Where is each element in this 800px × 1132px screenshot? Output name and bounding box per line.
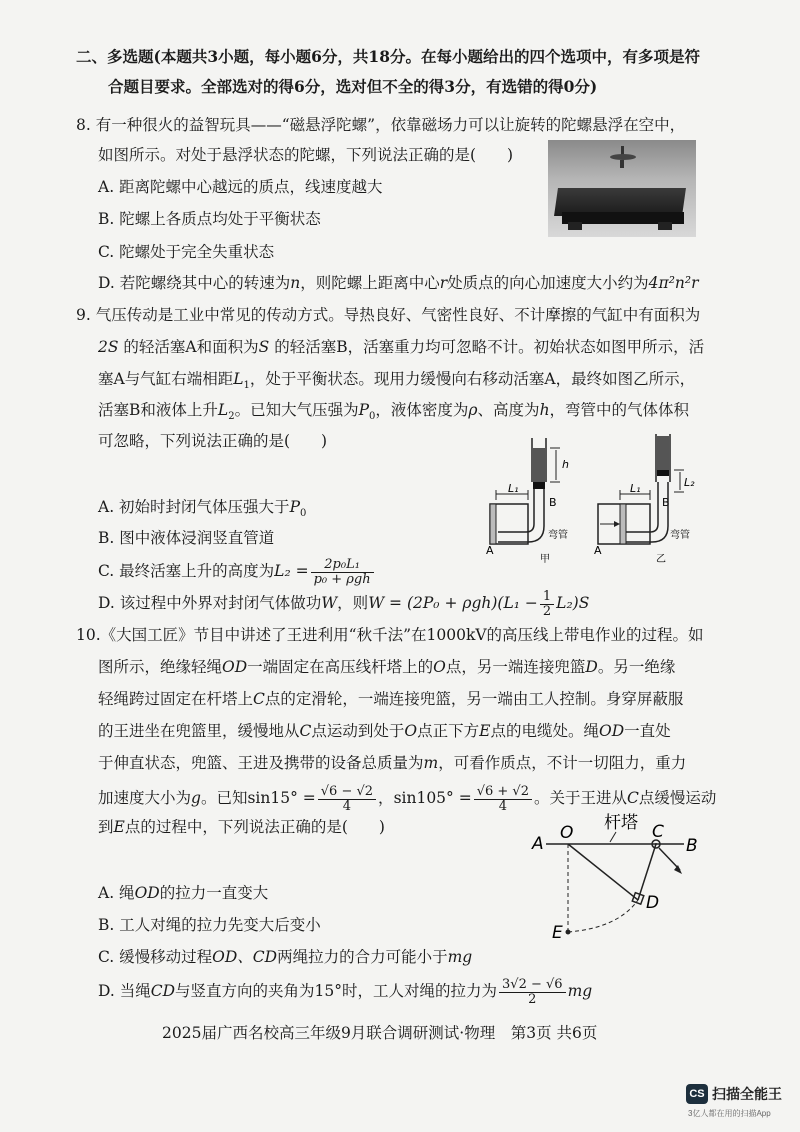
label-B: B — [686, 836, 698, 856]
q9-option-d: D. 该过程中外界对封闭气体做功W，则W = (2P₀ + ρgh)(L₁ − $\frac{1}{2}$ L₂)S — [98, 588, 590, 619]
q10-option-c: C. 缓慢移动过程OD、CD两绳拉力的合力可能小于mg — [98, 948, 473, 966]
label-h: h — [562, 458, 569, 471]
label-E: E — [552, 923, 563, 943]
caption-jia: 甲 — [540, 554, 550, 564]
question-number: 8. — [76, 116, 91, 134]
q9-stem-line3: 塞A与气缸右端相距$L_1$，处于平衡状态。现用力缓慢向右移动活塞A，最终如图乙所示， — [98, 370, 696, 392]
q9-option-c: C. 最终活塞上升的高度为L₂ = $\frac{\text{2p₀L₁}}{\text{p₀ + ρgh}}$ — [98, 556, 376, 587]
q10-stem-line3: 轻绳跨过固定在杆塔上C点的定滑轮，一端连接兜篮，另一端由工人控制。身穿屏蔽服 — [98, 690, 684, 708]
label-D: D — [646, 893, 660, 913]
figure-yi — [594, 434, 695, 564]
watermark-brand: 扫描全能王 — [712, 1086, 782, 1102]
label-bend-jia: 弯管 — [548, 530, 568, 541]
label-bend-yi: 弯管 — [670, 530, 690, 541]
q10-stem-line2: 图所示，绝缘轻绳OD一端固定在高压线杆塔上的O点，另一端连接兜篮D。另一绝缘 — [98, 658, 676, 676]
question-number: 10. — [76, 626, 101, 644]
label-B-jia: B — [549, 496, 557, 509]
label-L1-jia: L₁ — [508, 482, 519, 495]
caption-yi: 乙 — [656, 554, 666, 564]
q8-option-b: B. 陀螺上各质点均处于平衡状态 — [98, 210, 321, 228]
section-header-line2: 合题目要求。全部选对的得6分，选对但不全的得3分，有选错的得0分) — [108, 77, 598, 96]
q10-stem-line4: 的王进坐在兜篮里，缓慢地从C点运动到处于O点正下方E点的电缆处。绳OD一直处 — [98, 722, 671, 740]
watermark-subtitle: 3亿人都在用的扫描App — [688, 1109, 771, 1118]
q10-stem-line1: 10.《大国工匠》节目中讲述了王进利用“秋千法”在1000kV的高压线上带电作业的过程。如 — [76, 626, 704, 644]
q10-option-b: B. 工人对绳的拉力先变大后变小 — [98, 916, 321, 934]
section-header-line1: 二、多选题(本题共3小题，每小题6分，共18分。在每小题给出的四个选项中，有多项是符 — [76, 47, 700, 66]
camscanner-logo-icon: CS — [686, 1084, 708, 1104]
q9-stem-line4: 活塞B和液体上升$L_2$。已知大气压强为$P_0$，液体密度为ρ、高度为h，弯管中的气体体积 — [98, 401, 690, 423]
page-footer: 2025届广西名校高三年级9月联合调研测试·物理 第3页 共6页 — [162, 1024, 598, 1042]
label-A: A — [532, 834, 544, 854]
maglev-top-photo — [548, 140, 696, 237]
figure-jia — [486, 438, 569, 564]
q9-stem-line2: 2S 的轻活塞A和面积为S 的轻活塞B，活塞重力均可忽略不计。初始状态如图甲所示，活 — [98, 338, 705, 356]
question-number: 9. — [76, 306, 91, 324]
q10-option-a: A. 绳OD的拉力一直变大 — [98, 884, 269, 902]
label-L1-yi: L₁ — [630, 482, 641, 495]
q8-stem-line1: 8. 有一种很火的益智玩具——“磁悬浮陀螺”，依靠磁场力可以让旋转的陀螺悬浮在空中， — [76, 116, 686, 134]
label-C: C — [652, 822, 664, 842]
label-O: O — [560, 823, 574, 843]
label-L2: L₂ — [684, 476, 695, 489]
q10-stem-line7: 到E点的过程中，下列说法正确的是( ) — [98, 818, 385, 836]
q9-stem-line1: 9. 气压传动是工业中常见的传动方式。导热良好、气密性良好、不计摩擦的气缸中有面积为 — [76, 306, 701, 324]
q10-stem-line5: 于伸直状态，兜篮、王进及携带的设备总质量为m，可看作质点，不计一切阻力，重力 — [98, 754, 687, 772]
q8-stem-line2: 如图所示。对处于悬浮状态的陀螺，下列说法正确的是( ) — [98, 146, 514, 164]
label-A-yi: A — [594, 544, 602, 557]
q10-option-d: D. 当绳CD与竖直方向的夹角为15°时，工人对绳的拉力为 $\frac{3√2 - √6}{2}$ mg — [98, 976, 593, 1007]
label-A-jia: A — [486, 544, 494, 557]
label-tower: 杆塔 — [604, 813, 638, 833]
q9-cylinder-figures — [478, 434, 700, 564]
q8-option-d: D. 若陀螺绕其中心的转速为n，则陀螺上距离中心r处质点的向心加速度大小约为4π²n²r — [98, 274, 699, 292]
q9-option-a: A. 初始时封闭气体压强大于$P_0$ — [98, 498, 307, 520]
label-B-yi: B — [662, 496, 670, 509]
q8-option-c: C. 陀螺处于完全失重状态 — [98, 243, 275, 261]
q10-stem-line6: 加速度大小为g。已知sin15° = $\frac{√6 - √2}{4}$ ，sin105° = $\frac{√6 + √2}{4}$ 。关于王进从C点缓慢运动 — [98, 783, 717, 814]
q10-tower-figure — [528, 808, 728, 948]
q9-option-b: B. 图中液体浸润竖直管道 — [98, 529, 275, 547]
q9-stem-line5: 可忽略，下列说法正确的是( ) — [98, 432, 328, 450]
q8-option-a: A. 距离陀螺中心越远的质点，线速度越大 — [98, 178, 383, 196]
